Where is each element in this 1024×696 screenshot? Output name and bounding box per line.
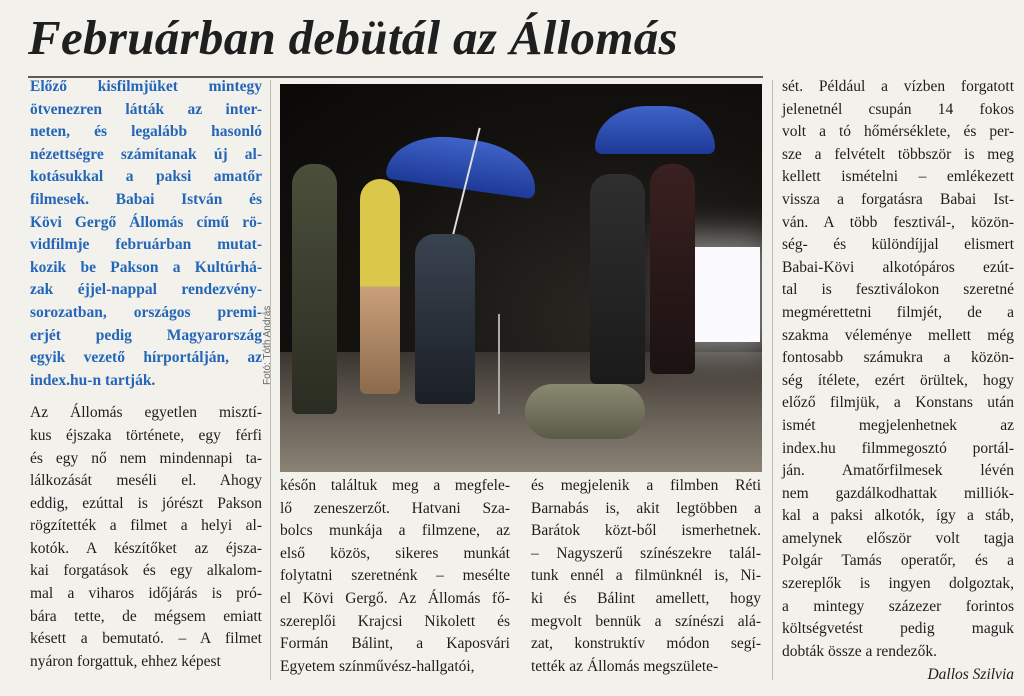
text-line: a mintegy százezer forintos [782, 597, 1014, 615]
text-line: kotásukkal a paksi amatőr [30, 168, 262, 186]
person-actress [360, 179, 400, 394]
text-line: lő zeneszerzőt. Hatvani Sza- [280, 499, 510, 517]
text-line: mal a viharos időjárás is pró- [30, 585, 262, 603]
text-line: kozik be Pakson a Kultúrhá- [30, 258, 262, 276]
text-line: kellett ismételni – emlékezett [782, 168, 1014, 186]
text-line: Polgár Tamás operatőr, és a [782, 552, 1014, 570]
text-line: Kövi Gergő Állomás című rö- [30, 213, 262, 231]
text-line: el Kövi Gergő. Az Állomás fő- [280, 589, 510, 607]
author-byline: Dallos Szilvia [927, 666, 1014, 684]
text-line: index.hu filmmegosztó portál- [782, 439, 1014, 457]
text-line: későn találtuk meg a megfele- [280, 477, 510, 494]
text-line: nézettségre számítanak új al- [30, 145, 262, 163]
article-lead [30, 76, 262, 392]
person-cameraman [292, 164, 337, 414]
text-line: ség ítélete, ezért örültek, hogy [782, 371, 1014, 389]
text-line: szereplői Krajcsi Nikolett és [280, 612, 510, 630]
text-line: és megjelenik a filmben Réti [531, 477, 761, 494]
text-line: bára tette, de mégsem emiatt [30, 607, 262, 625]
umbrella-right [595, 106, 715, 154]
text-line: ván. A több fesztivál-, közön- [782, 213, 1014, 231]
text-line: kus éjszaka története, egy férfi [30, 426, 262, 444]
text-line: sze a felvételt többször is meg [782, 145, 1014, 163]
text-line: előző filmjük, a Konstans után [782, 394, 1014, 412]
article-photo [280, 84, 762, 472]
person-lying [525, 384, 645, 439]
article-headline: Februárban debütál az Állomás [28, 10, 678, 65]
text-line: nem gazdálkodhattak milliók- [782, 484, 1014, 502]
text-line: tal is fesztiválokon szeretné [782, 281, 1014, 299]
text-line: vidfilmje februárban mutat- [30, 236, 262, 254]
text-line: rögzítették a filmet a helyi al- [30, 517, 262, 535]
text-line: sét. Például a vízben forgatott [782, 78, 1014, 95]
text-line: vissza a forgatásra Babai Ist- [782, 190, 1014, 208]
text-line: egyik vezető hírportálján, az [30, 349, 262, 367]
text-line: dobták össze a rendezők. [782, 642, 937, 660]
text-line: kal a paksi alkotók, így a stáb, [782, 507, 1014, 525]
column-3 [531, 475, 761, 678]
column-4 [782, 76, 1014, 687]
text-line: Barnabás is, akit legtöbben a [531, 499, 761, 517]
text-line: tunk ennél a filmünknél is, Ni- [531, 567, 761, 585]
text-line: Barátok közt-ből ismerhetnek. [531, 522, 761, 540]
article-body-col3 [531, 475, 761, 678]
text-line: Formán Bálint, a Kaposvári [280, 635, 510, 653]
article-body-col2 [280, 475, 510, 678]
text-line: Előző kisfilmjüket mintegy [30, 78, 262, 95]
text-line: és egy nő nem mindennapi ta- [30, 449, 262, 467]
text-line: ismét megjelenhetnek az [782, 416, 1014, 434]
text-line: megvolt bennük a színészi alá- [531, 612, 761, 630]
text-line: első közös, sikeres munkát [280, 544, 510, 562]
text-line: nyáron forgattuk, ehhez képest [30, 652, 221, 670]
camera-tripod [498, 314, 500, 414]
text-line: tették az Állomás megszülete- [531, 657, 719, 675]
text-line: bolcs munkája a filmzene, az [280, 522, 510, 540]
text-line: neten, és legalább hasonló [30, 123, 262, 141]
text-line: index.hu-n tartják. [30, 371, 156, 389]
text-line: folytatni szeretnénk – mesélte [280, 567, 510, 585]
text-line: kai forgatások és egy alkalom- [30, 562, 262, 580]
text-line: kotók. A készítőket az éjsza- [30, 539, 262, 557]
text-line: jelenetnél csupán 14 fokos [782, 100, 1014, 118]
text-line: ség- és különdíjjal elismert [782, 236, 1014, 254]
article-body-col4 [782, 76, 1014, 663]
person-crouching [415, 234, 475, 404]
text-line: fontosabb számukra a közön- [782, 349, 1014, 367]
text-line: lálkozását meséli el. Ahogy [30, 472, 262, 490]
text-line: Az Állomás egyetlen misztí- [30, 404, 262, 422]
column-2 [280, 475, 510, 678]
text-line: ötvenezren látták az inter- [30, 100, 262, 118]
text-line: erjét pedig Magyarország [30, 326, 262, 344]
text-line: sorozatban, országos premi- [30, 303, 262, 321]
text-line: ján. Amatőrfilmesek lévén [782, 462, 1014, 480]
text-line: Babai-Kövi alkotópáros ezút- [782, 258, 1014, 276]
article-body-col1 [30, 402, 262, 673]
text-line: ki és Bálint amellett, hogy [531, 589, 761, 607]
text-line: késett a bemutató. – A filmet [30, 630, 262, 648]
text-line: Egyetem színművész-hallgatói, [280, 657, 475, 675]
text-line: megmérettetni filmjét, de a [782, 303, 1014, 321]
text-line: filmesek. Babai István és [30, 190, 262, 208]
text-line: volt a tó hőmérséklete, és per- [782, 123, 1014, 141]
column-1 [30, 76, 262, 673]
text-line: – Nagyszerű színészekre talál- [531, 544, 761, 562]
text-line: szereplők is ingyen dolgoztak, [782, 575, 1014, 593]
text-line: zat, konstruktív módon segí- [531, 635, 761, 653]
person-background-2 [650, 164, 695, 374]
text-line: költségvetést pedig maguk [782, 620, 1014, 638]
text-line: szakma véleménye mellett még [782, 326, 1014, 344]
text-line: eddig, ezúttal is jórészt Pakson [30, 494, 262, 512]
text-line: amelynek először volt tagja [782, 529, 1014, 547]
photo-credit: Fotó: Tóth András [262, 305, 273, 385]
person-background-1 [590, 174, 645, 384]
text-line: zak éjjel-nappal rendezvény- [30, 281, 262, 299]
column-divider [772, 80, 773, 680]
